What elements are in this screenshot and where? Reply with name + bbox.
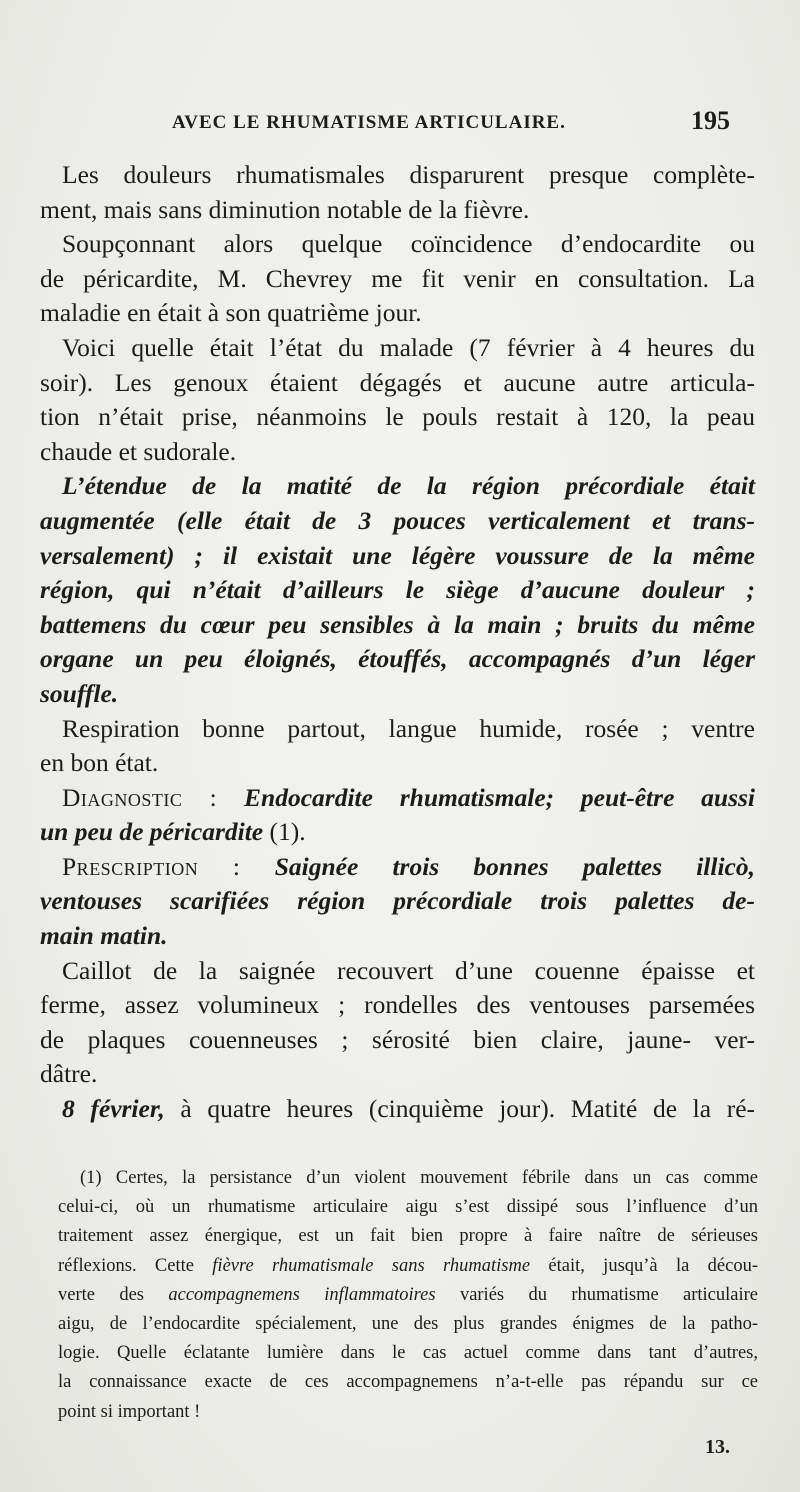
text-line: Respiration bonne partout, langue humide, rosée ; ventre [62, 713, 755, 743]
diagnostic-label: Diagnostic : [62, 782, 218, 812]
page-number: 195 [691, 106, 730, 135]
italic-line: main matin. [40, 921, 168, 951]
footnote-line: aigu, de l’endocardite spécialement, une des plus grandes énigmes de la patho- [58, 1314, 758, 1335]
text-line: ment, mais sans diminution notable de la fièvre. [40, 194, 530, 224]
text-line: de plaques couenneuses ; sérosité bien claire, jaune- ver- [40, 1024, 755, 1054]
italic-line: augmentée (elle était de 3 pouces verticalement et trans- [40, 505, 755, 535]
text-line: en bon état. [40, 748, 159, 778]
footnote-ref: (1). [269, 817, 306, 847]
text-line: Caillot de la saignée recouvert d’une couenne épaisse et [62, 955, 755, 985]
footnote-segment: réflexions. Cette [58, 1255, 194, 1276]
footnote-line: celui-ci, où un rhumatisme articulaire aigu s’est dissipé sous l’influence d’un [58, 1197, 758, 1218]
italic-line: organe un peu éloignés, étouffés, accompagnés d’un léger [40, 644, 755, 674]
text-line: chaude et sudorale. [40, 436, 237, 466]
signature-mark: 13. [705, 1436, 730, 1458]
prescription-line [40, 850, 755, 885]
footnote-segment: verte des [58, 1284, 144, 1305]
footnote-line: la connaissance exacte de ces accompagnemens n’a-t-elle pas répandu sur ce [58, 1372, 758, 1393]
prescription-text: Saignée trois bonnes palettes illicò, [274, 851, 756, 881]
footnote [58, 1164, 758, 1427]
diagnostic-line [40, 781, 755, 816]
footnote-line [58, 1281, 758, 1310]
text-line: Soupçonnant alors quelque coïncidence d’endocardite ou [62, 229, 755, 259]
text-line: de péricardite, M. Chevrey me fit venir en consultation. La [40, 263, 755, 293]
italic-line: souffle. [40, 678, 119, 708]
entry-date: 8 février, [62, 1094, 165, 1124]
italic-line: battemens du cœur peu sensibles à la main ; bruits du même [40, 609, 755, 639]
italic-line: versalement) ; il existait une légère voussure de la même [40, 540, 755, 570]
footnote-emphasis: accompagnemens inflammatoires [168, 1284, 436, 1305]
prescription-label: Prescription : [62, 851, 241, 881]
footnote-segment: était, jusqu’à la décou- [548, 1255, 758, 1276]
text-line: soir). Les genoux étaient dégagés et aucune autre articula- [40, 367, 755, 397]
footnote-line: traitement assez énergique, est un fait bien propre à faire naître de sérieuses [58, 1226, 758, 1247]
diagnostic-text-cont: un peu de péricardite [40, 817, 264, 847]
footnote-segment: variés du rhumatisme articulaire [459, 1284, 758, 1305]
text-line: Voici quelle était l’état du malade (7 février à 4 heures du [62, 332, 755, 362]
running-title: AVEC LE RHUMATISME ARTICULAIRE. [172, 112, 566, 133]
footnote-line: (1) Certes, la persistance d’un violent mouvement fébrile dans un cas comme [80, 1168, 758, 1188]
italic-line: ventouses scarifiées région précordiale trois palettes de- [40, 886, 755, 916]
footnote-line [58, 1252, 758, 1281]
footnote-emphasis: fièvre rhumatismale sans rhumatisme [212, 1255, 531, 1276]
entry-text: à quatre heures (cinquième jour). Matité de la ré- [180, 1094, 755, 1124]
main-text [40, 158, 755, 1127]
text-line: dâtre. [40, 1059, 98, 1089]
italic-line: L’étendue de la matité de la région précordiale était [62, 471, 755, 501]
italic-line: région, qui n’était d’ailleurs le siège d’aucune douleur ; [40, 575, 755, 605]
text-line: tion n’était prise, néanmoins le pouls restait à 120, la peau [40, 402, 755, 432]
diagnostic-text: Endocardite rhumatismale; peut-être aussi [244, 782, 756, 812]
text-line [40, 815, 755, 850]
text-line: ferme, assez volumineux ; rondelles des ventouses parsemées [40, 990, 755, 1020]
text-line: Les douleurs rhumatismales disparurent presque complète- [62, 160, 755, 189]
footnote-line: logie. Quelle éclatante lumière dans le cas actuel comme dans tant d’autres, [58, 1343, 758, 1364]
footnote-line: point si important ! [58, 1401, 201, 1422]
text-line: maladie en était à son quatrième jour. [40, 298, 422, 328]
text-line [40, 1092, 755, 1127]
